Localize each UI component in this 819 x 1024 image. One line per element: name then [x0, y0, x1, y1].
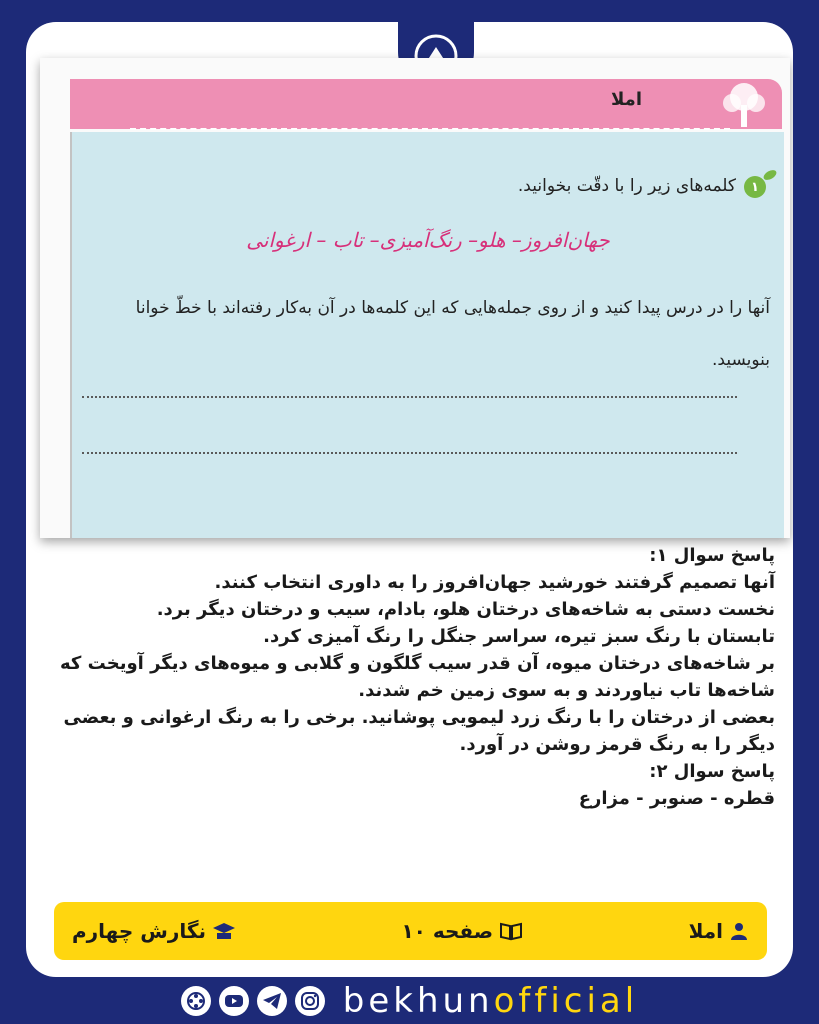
question-number: ۱: [744, 176, 766, 198]
answer-block: [44, 542, 775, 812]
page-label[interactable]: [401, 919, 523, 943]
brand-wordmark: [343, 981, 638, 1021]
instruction-text: آنها را در درس پیدا کنید و از روی جمله‌هایی که این کلمه‌ها در آن به‌کار رفته‌اند با خطّ خوانا بنویسید.: [135, 298, 770, 370]
writing-line: [82, 396, 737, 398]
word-list: جهان‌افروز– هلو– رنگ‌آمیزی– تاب – ارغوانی: [246, 228, 610, 252]
header-divider: [130, 128, 730, 130]
section-header: [70, 79, 782, 129]
answer-line: قطره - صنوبر - مزارع: [578, 788, 775, 809]
textbook-page: [40, 58, 790, 538]
info-footer: [54, 902, 767, 960]
social-bar: [0, 977, 819, 1024]
answer-line: نخست دستی به شاخه‌های درختان هلو، بادام، سیب و درختان دیگر برد.: [156, 599, 775, 620]
film-reel-button[interactable]: [181, 986, 211, 1016]
question-text: کلمه‌های زیر را با دقّت بخوانید.: [517, 176, 736, 196]
instagram-icon: [300, 991, 320, 1011]
youtube-icon: [224, 993, 244, 1009]
youtube-button[interactable]: [219, 986, 249, 1016]
telegram-button[interactable]: [257, 986, 287, 1016]
answer-heading: پاسخ سوال ۲:: [649, 761, 775, 782]
leaf-icon: [762, 168, 778, 182]
book-text: نگارش چهارم: [72, 919, 207, 943]
main-card: [26, 22, 793, 977]
tree-icon: [714, 81, 774, 127]
film-reel-icon: [186, 991, 206, 1011]
answer-line: آنها تصمیم گرفتند خورشید جهان‌افروز را به داوری انتخاب کنند.: [214, 572, 775, 593]
brand-part2: official: [493, 980, 639, 1021]
exercise-box: [70, 132, 784, 538]
book-icon: [499, 921, 523, 941]
graduation-cap-icon: [212, 921, 236, 941]
subject-text: املا: [688, 919, 723, 943]
telegram-icon: [262, 992, 282, 1010]
answer-line: بعضی از درختان را با رنگ زرد لیمویی پوشانید. برخی را به رنگ ارغوانی و بعضی دیگر را به رنگ قرمز روشن در آورد.: [63, 707, 775, 755]
page-text: صفحه ۱۰: [401, 919, 494, 943]
brand-part1: bekhun: [342, 980, 494, 1021]
answer-heading: پاسخ سوال ۱:: [649, 545, 775, 566]
answer-line: تابستان با رنگ سبز تیره، سراسر جنگل را رنگ آمیزی کرد.: [263, 626, 775, 647]
instagram-button[interactable]: [295, 986, 325, 1016]
answer-line: بر شاخه‌های درختان میوه، آن قدر سیب گلگون و گلابی و میوه‌های دیگر آویخت که شاخه‌ها تاب نیاوردند و به سوی زمین خم شدند.: [60, 653, 775, 701]
writing-line: [82, 452, 737, 454]
subject-label[interactable]: [689, 919, 749, 943]
person-icon: [729, 921, 749, 941]
book-label[interactable]: [72, 919, 236, 943]
section-title: املا: [611, 89, 642, 110]
